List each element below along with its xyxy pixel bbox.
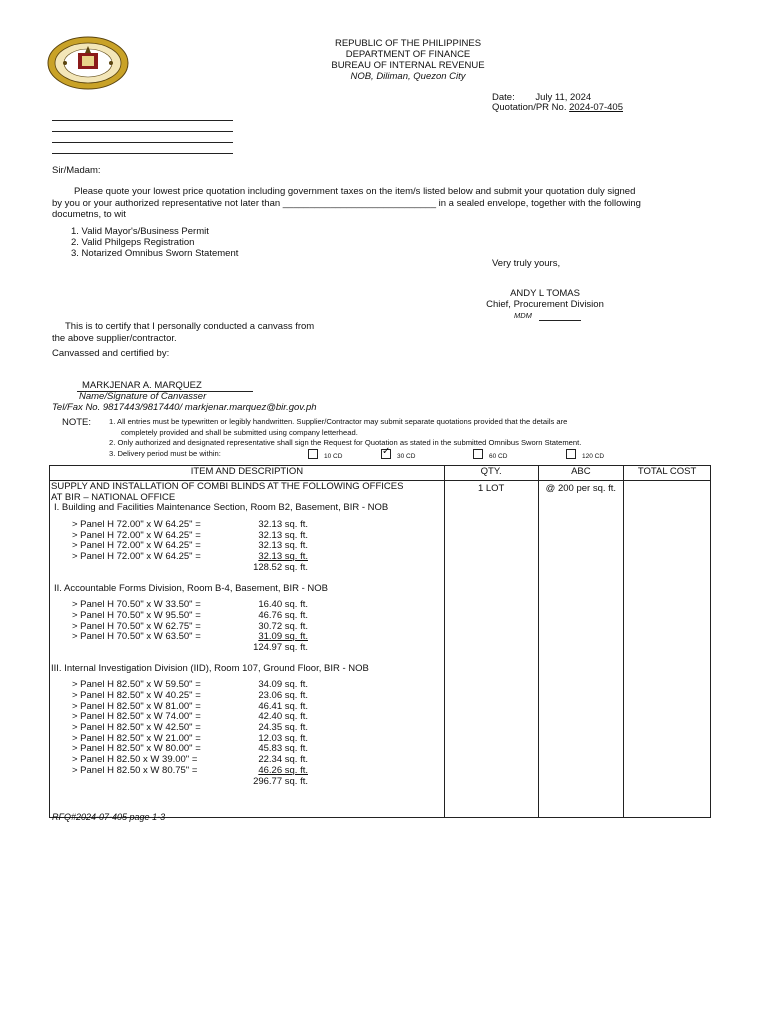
canvasser-contact: Tel/Fax No. 9817443/9817440/ markjenar.marquez@bir.gov.ph — [52, 402, 317, 413]
section-total-value: 124.97 sq. ft. — [253, 641, 308, 653]
item-title-line-2: AT BIR – NATIONAL OFFICE — [51, 491, 176, 503]
panel-dim: > Panel H 72.00" x W 64.25" = — [72, 540, 201, 552]
section-total-value: 128.52 sq. ft. — [253, 561, 308, 573]
panel-area: 23.06 sq. ft. — [258, 690, 308, 701]
panel-row — [50, 632, 444, 643]
notes-block — [109, 417, 581, 459]
body-line-2: by you or your authorized representative not later than _____________________________ in a sealed envelope, together with the following — [52, 197, 641, 209]
requirement-item: 2. Valid Philgeps Registration — [71, 237, 195, 248]
quotation-label: Quotation/PR No. — [492, 102, 567, 113]
panel-area: 42.40 sq. ft. — [258, 711, 308, 723]
panel-area: 32.13 sq. ft. — [258, 529, 308, 541]
initials-line — [539, 320, 581, 321]
canvassed-label: Canvassed and certified by: — [52, 348, 170, 359]
panel-dim: > Panel H 82.50" x W 59.50" = — [72, 679, 201, 691]
requirement-item: 3. Notarized Omnibus Sworn Statement — [71, 248, 239, 259]
header-bureau: BUREAU OF INTERNAL REVENUE — [331, 60, 485, 71]
total-cost-cell[interactable] — [624, 481, 711, 818]
section-title: III. Internal Investigation Division (IID), Room 107, Ground Floor, BIR - NOB — [51, 662, 369, 674]
panel-row — [50, 552, 444, 563]
panel-dim: > Panel H 72.00" x W 64.25" = — [72, 519, 201, 531]
panel-area: 30.72 sq. ft. — [258, 620, 308, 632]
panel-row — [50, 611, 444, 622]
header-republic: REPUBLIC OF THE PHILIPPINES — [334, 38, 482, 49]
note-2: 2. Only authorized and designated representative shall sign the Request for Quotation as stated in the submitted Omnibus Sworn Statement. — [109, 438, 582, 447]
panel-dim: > Panel H 82.50" x W 80.00" = — [72, 743, 201, 755]
section-total — [50, 563, 444, 574]
salutation: Sir/Madam: — [52, 165, 101, 176]
panel-dim: > Panel H 82.50" x W 40.25" = — [72, 690, 201, 701]
checkbox-30cd[interactable] — [381, 449, 391, 459]
panel-dim: > Panel H 82.50 x W 39.00" = — [72, 754, 198, 766]
qty-cell: 1 LOT — [444, 481, 538, 818]
signatory-name: ANDY L TOMAS — [510, 288, 580, 299]
address-line-1 — [52, 120, 233, 121]
delivery-label: 60 CD — [489, 453, 508, 460]
panel-area: 12.03 sq. ft. — [258, 732, 308, 744]
signatory-initials: MDM — [514, 311, 532, 320]
panel-dim: > Panel H 70.50" x W 63.50" = — [72, 631, 201, 643]
certify-line-2: the above supplier/contractor. — [52, 332, 177, 344]
panel-area: 16.40 sq. ft. — [258, 599, 308, 611]
signatory-block — [465, 288, 625, 310]
panel-dim: > Panel H 72.00" x W 64.25" = — [72, 551, 201, 563]
body-line-1: Please quote your lowest price quotation including government taxes on the item/s listed below and submit your quotation duly signed — [74, 186, 636, 197]
bir-seal-logo — [47, 36, 129, 90]
body-paragraph — [52, 186, 718, 221]
panel-row — [50, 766, 444, 777]
date-value: July 11, 2024 — [535, 92, 592, 103]
delivery-option-30cd — [381, 449, 415, 460]
delivery-option-10cd — [308, 449, 342, 460]
panel-dim: > Panel H 82.50" x W 81.00" = — [72, 700, 201, 712]
panel-area: 22.34 sq. ft. — [258, 754, 308, 766]
panel-area: 45.83 sq. ft. — [258, 743, 308, 755]
panel-area: 32.13 sq. ft. — [258, 551, 308, 563]
address-line-4 — [52, 153, 233, 154]
panel-area: 46.41 sq. ft. — [258, 700, 308, 712]
abc-cell: @ 200 per sq. ft. — [538, 481, 624, 818]
requirement-item: 1. Valid Mayor's/Business Permit — [71, 226, 209, 237]
panel-area: 24.35 sq. ft. — [258, 722, 308, 734]
panel-area: 46.76 sq. ft. — [258, 609, 308, 621]
closing-text: Very truly yours, — [492, 258, 561, 269]
table-header-row — [50, 466, 711, 481]
note-3-text: 3. Delivery period must be within: — [109, 448, 221, 458]
checkbox-60cd[interactable] — [473, 449, 483, 459]
panel-dim: > Panel H 82.50" x W 42.50" = — [72, 722, 201, 734]
delivery-option-60cd — [473, 449, 507, 460]
header-block — [300, 38, 516, 82]
section-title: I. Building and Facilities Maintenance Section, Room B2, Basement, BIR - NOB — [54, 502, 389, 514]
header-address: NOB, Diliman, Quezon City — [350, 71, 466, 82]
section-total-value: 296.77 sq. ft. — [253, 775, 308, 787]
panel-dim: > Panel H 82.50" x W 74.00" = — [72, 711, 201, 723]
panel-area: 32.13 sq. ft. — [258, 540, 308, 552]
item-title-line-1: SUPPLY AND INSTALLATION OF COMBI BLINDS AT THE FOLLOWING OFFICES — [51, 481, 404, 492]
signatory-title: Chief, Procurement Division — [486, 299, 604, 310]
checkbox-10cd[interactable] — [308, 449, 318, 459]
section-total — [50, 777, 444, 788]
header-department: DEPARTMENT OF FINANCE — [345, 49, 471, 60]
table-row — [50, 481, 711, 818]
address-line-2 — [52, 131, 233, 132]
checkbox-120cd[interactable] — [566, 449, 576, 459]
header-item-description: ITEM AND DESCRIPTION — [50, 466, 445, 481]
panel-area: 31.09 sq. ft. — [258, 631, 308, 643]
date-label: Date: — [492, 92, 515, 103]
panel-area: 46.26 sq. ft. — [258, 764, 308, 776]
panel-area: 32.13 sq. ft. — [258, 519, 308, 531]
certify-line-1: This is to certify that I personally conducted a canvass from — [65, 321, 315, 332]
delivery-label: 10 CD — [324, 453, 343, 460]
item-description-cell — [50, 481, 445, 818]
panel-dim: > Panel H 82.50 x W 80.75" = — [72, 764, 198, 776]
header-abc: ABC — [538, 466, 624, 481]
header-qty: QTY. — [444, 466, 538, 481]
panel-dim: > Panel H 70.50" x W 33.50" = — [72, 599, 201, 611]
canvasser-caption: Name/Signature of Canvasser — [79, 391, 207, 402]
delivery-label: 120 CD — [582, 453, 605, 460]
body-line-3: documetns, to wit — [52, 209, 126, 220]
quotation-value: 2024-07-405 — [569, 102, 623, 113]
items-table — [49, 465, 711, 818]
requirements-list — [71, 226, 238, 259]
note-label: NOTE: — [62, 417, 92, 428]
panel-area: 34.09 sq. ft. — [258, 679, 308, 691]
delivery-label: 30 CD — [397, 453, 416, 460]
panel-dim: > Panel H 72.00" x W 64.25" = — [72, 529, 201, 541]
note-3 — [109, 449, 581, 460]
panel-dim: > Panel H 70.50" x W 95.50" = — [72, 609, 201, 621]
section-title: II. Accountable Forms Division, Room B-4, Basement, BIR - NOB — [54, 582, 329, 594]
section-total — [50, 643, 444, 654]
delivery-option-120cd — [566, 449, 604, 460]
panel-dim: > Panel H 70.50" x W 62.75" = — [72, 620, 201, 632]
note-1-line-2: completely provided and shall be submitted using company letterhead. — [121, 427, 358, 437]
canvasser-name: MARKJENAR A. MARQUEZ — [82, 380, 202, 391]
quotation-row — [492, 102, 623, 113]
footer-reference: RFQ#2024-07-405 page 1-3 — [52, 812, 166, 822]
panel-dim: > Panel H 82.50" x W 21.00" = — [72, 732, 201, 744]
address-line-3 — [52, 142, 233, 143]
certify-block — [52, 321, 314, 344]
note-1-line-1: 1. All entries must be typewritten or legibly handwritten. Supplier/Contractor may submit separate quotations provided that the details are — [109, 417, 568, 426]
header-total-cost: TOTAL COST — [624, 466, 711, 481]
